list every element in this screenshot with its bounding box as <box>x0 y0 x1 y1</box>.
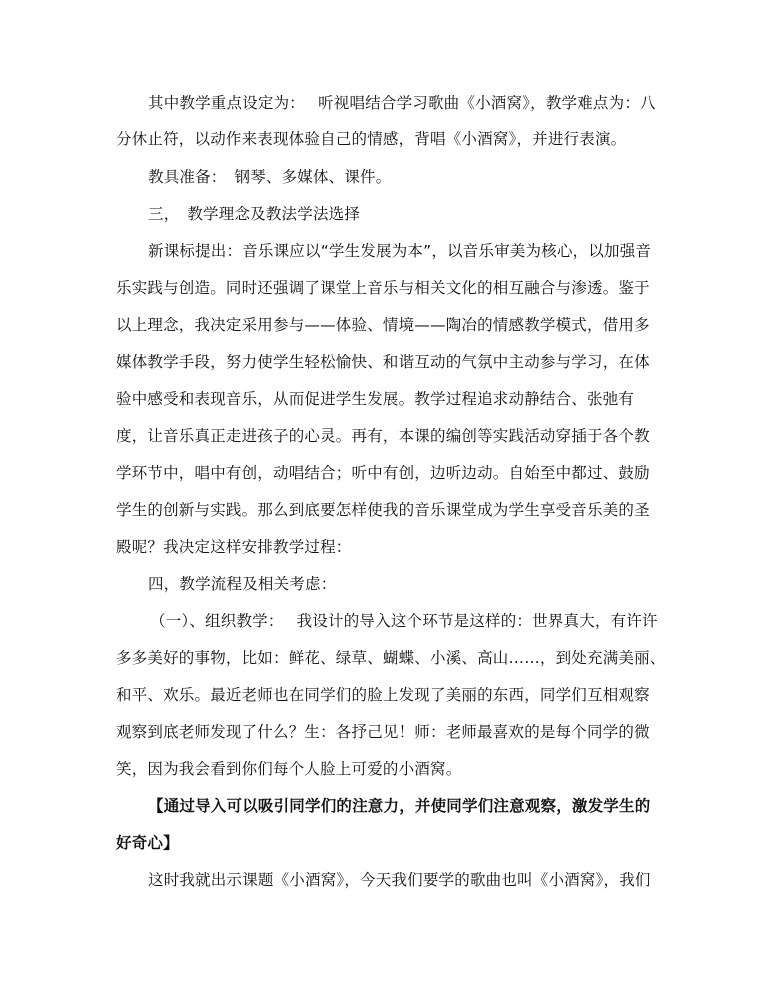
text-line: 多多美好的事物，比如：鲜花、绿草、蝴蝶、小溪、高山……，到处充满美丽、 <box>116 649 666 667</box>
text-line: 新课标提出：音乐课应以“学生发展为本”，以音乐审美为核心，以加强音 <box>148 242 652 260</box>
text-line: 殿呢？我决定这样安排教学过程： <box>116 538 352 556</box>
section-heading: 四，教学流程及相关考虑： <box>148 575 337 593</box>
section-heading: 三， 教学理念及教法学法选择 <box>148 205 361 223</box>
text-line: 笑，因为我会看到你们每个人脸上可爱的小酒窝。 <box>116 760 462 778</box>
text-line: 这时我就出示课题《小酒窝》，今天我们要学的歌曲也叫《小酒窝》，我们 <box>148 871 651 889</box>
text-line: 观察到底老师发现了什么？生：各抒己见！师：老师最喜欢的是每个同学的微 <box>116 723 650 741</box>
text-line: 和平、欢乐。最近老师也在同学们的脸上发现了美丽的东西，同学们互相观察 <box>116 686 650 704</box>
text-line: 教具准备： 钢琴、多媒体、课件。 <box>148 168 392 186</box>
text-line: 学生的创新与实践。那么到底要怎样使我的音乐课堂成为学生享受音乐美的圣 <box>116 501 650 519</box>
bracket-note: 好奇心】 <box>116 834 179 852</box>
text-line: （一）、组织教学： 我设计的导入这个环节是这样的：世界真大，有许许 <box>150 612 658 630</box>
text-line: 以上理念，我决定采用参与——体验、情境——陶冶的情感教学模式，借用多 <box>116 316 650 334</box>
bracket-note: 【通过导入可以吸引同学们的注意力，并使同学们注意观察，激发学生的 <box>148 797 651 815</box>
text-line: 学环节中，唱中有创，动唱结合；听中有创，边听边动。自始至中都过、鼓励 <box>116 464 650 482</box>
text-line: 其中教学重点设定为： 听视唱结合学习歌曲《小酒窝》，教学难点为：八 <box>148 94 656 112</box>
text-line: 验中感受和表现音乐，从而促进学生发展。教学过程追求动静结合、张弛有 <box>116 390 635 408</box>
text-line: 乐实践与创造。同时还强调了课堂上音乐与相关文化的相互融合与渗透。鉴于 <box>116 279 650 297</box>
text-line: 媒体教学手段，努力使学生轻松愉快、和谐互动的气氛中主动参与学习，在体 <box>116 353 650 371</box>
text-line: 度，让音乐真正走进孩子的心灵。再有，本课的编创等实践活动穿插于各个教 <box>116 427 650 445</box>
text-line: 分休止符，以动作来表现体验自己的情感，背唱《小酒窝》，并进行表演。 <box>116 130 627 148</box>
